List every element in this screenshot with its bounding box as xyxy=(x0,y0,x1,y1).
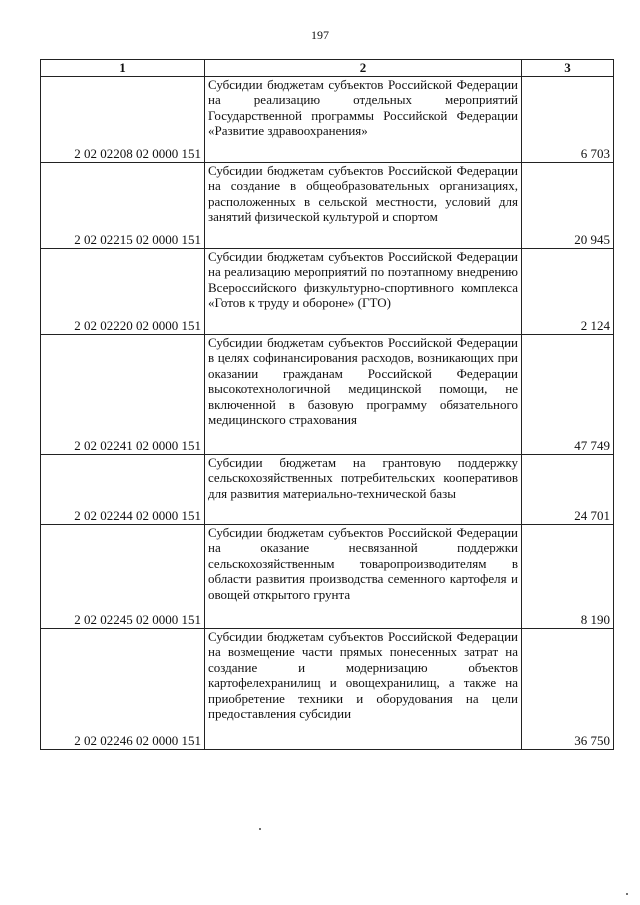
header-row xyxy=(41,60,614,77)
table-row xyxy=(41,524,614,628)
amount: 20 945 xyxy=(522,162,614,248)
table-row xyxy=(41,76,614,162)
column-header-2: 2 xyxy=(205,60,522,77)
budget-code: 2 02 02244 02 0000 151 xyxy=(41,454,205,524)
budget-code: 2 02 02245 02 0000 151 xyxy=(41,524,205,628)
amount: 47 749 xyxy=(522,334,614,454)
description: Субсидии бюджетам субъектов Российской Федерации на реализацию мероприятий по поэтапному внедрению Всероссийского физкультурно-спортивного комплекса «Готов к труду и обороне» (ГТО) xyxy=(205,248,522,334)
table-row xyxy=(41,334,614,454)
amount: 6 703 xyxy=(522,76,614,162)
description: Субсидии бюджетам субъектов Российской Федерации на реализацию отдельных мероприятий Государственной программы Российской Федерации «Развитие здравоохранения» xyxy=(205,76,522,162)
column-header-1: 1 xyxy=(41,60,205,77)
description: Субсидии бюджетам субъектов Российской Федерации на возмещение части прямых понесенных затрат на создание и модернизацию объектов картофелехранилищ и овощехранилищ, а также на приобретение техники и оборудования на цели предоставления субсидии xyxy=(205,628,522,749)
budget-code: 2 02 02220 02 0000 151 xyxy=(41,248,205,334)
budget-code: 2 02 02208 02 0000 151 xyxy=(41,76,205,162)
budget-code: 2 02 02215 02 0000 151 xyxy=(41,162,205,248)
amount: 24 701 xyxy=(522,454,614,524)
amount: 36 750 xyxy=(522,628,614,749)
budget-table xyxy=(40,59,614,750)
table-row xyxy=(41,162,614,248)
description: Субсидии бюджетам субъектов Российской Федерации на оказание несвязанной поддержки сельскохозяйственным товаропроизводителям в области развития производства семенного картофеля и овощей открытого грунта xyxy=(205,524,522,628)
budget-code: 2 02 02246 02 0000 151 xyxy=(41,628,205,749)
table-row xyxy=(41,454,614,524)
description: Субсидии бюджетам субъектов Российской Федерации в целях софинансирования расходов, возникающих при оказании гражданам Российской Федерации высокотехнологичной медицинской помощи, не включенной в базовую программу обязательного медицинского страхования xyxy=(205,334,522,454)
column-header-3: 3 xyxy=(522,60,614,77)
budget-code: 2 02 02241 02 0000 151 xyxy=(41,334,205,454)
page-number: 197 xyxy=(311,28,329,42)
table-row xyxy=(41,248,614,334)
amount: 8 190 xyxy=(522,524,614,628)
table-row xyxy=(41,628,614,749)
description: Субсидии бюджетам на грантовую поддержку сельскохозяйственных потребительских кооперативов для развития материально-технической базы xyxy=(205,454,522,524)
scan-speck xyxy=(626,893,628,895)
scan-speck xyxy=(259,828,261,830)
description: Субсидии бюджетам субъектов Российской Федерации на создание в общеобразовательных организациях, расположенных в сельской местности, условий для занятий физической культурой и спортом xyxy=(205,162,522,248)
amount: 2 124 xyxy=(522,248,614,334)
